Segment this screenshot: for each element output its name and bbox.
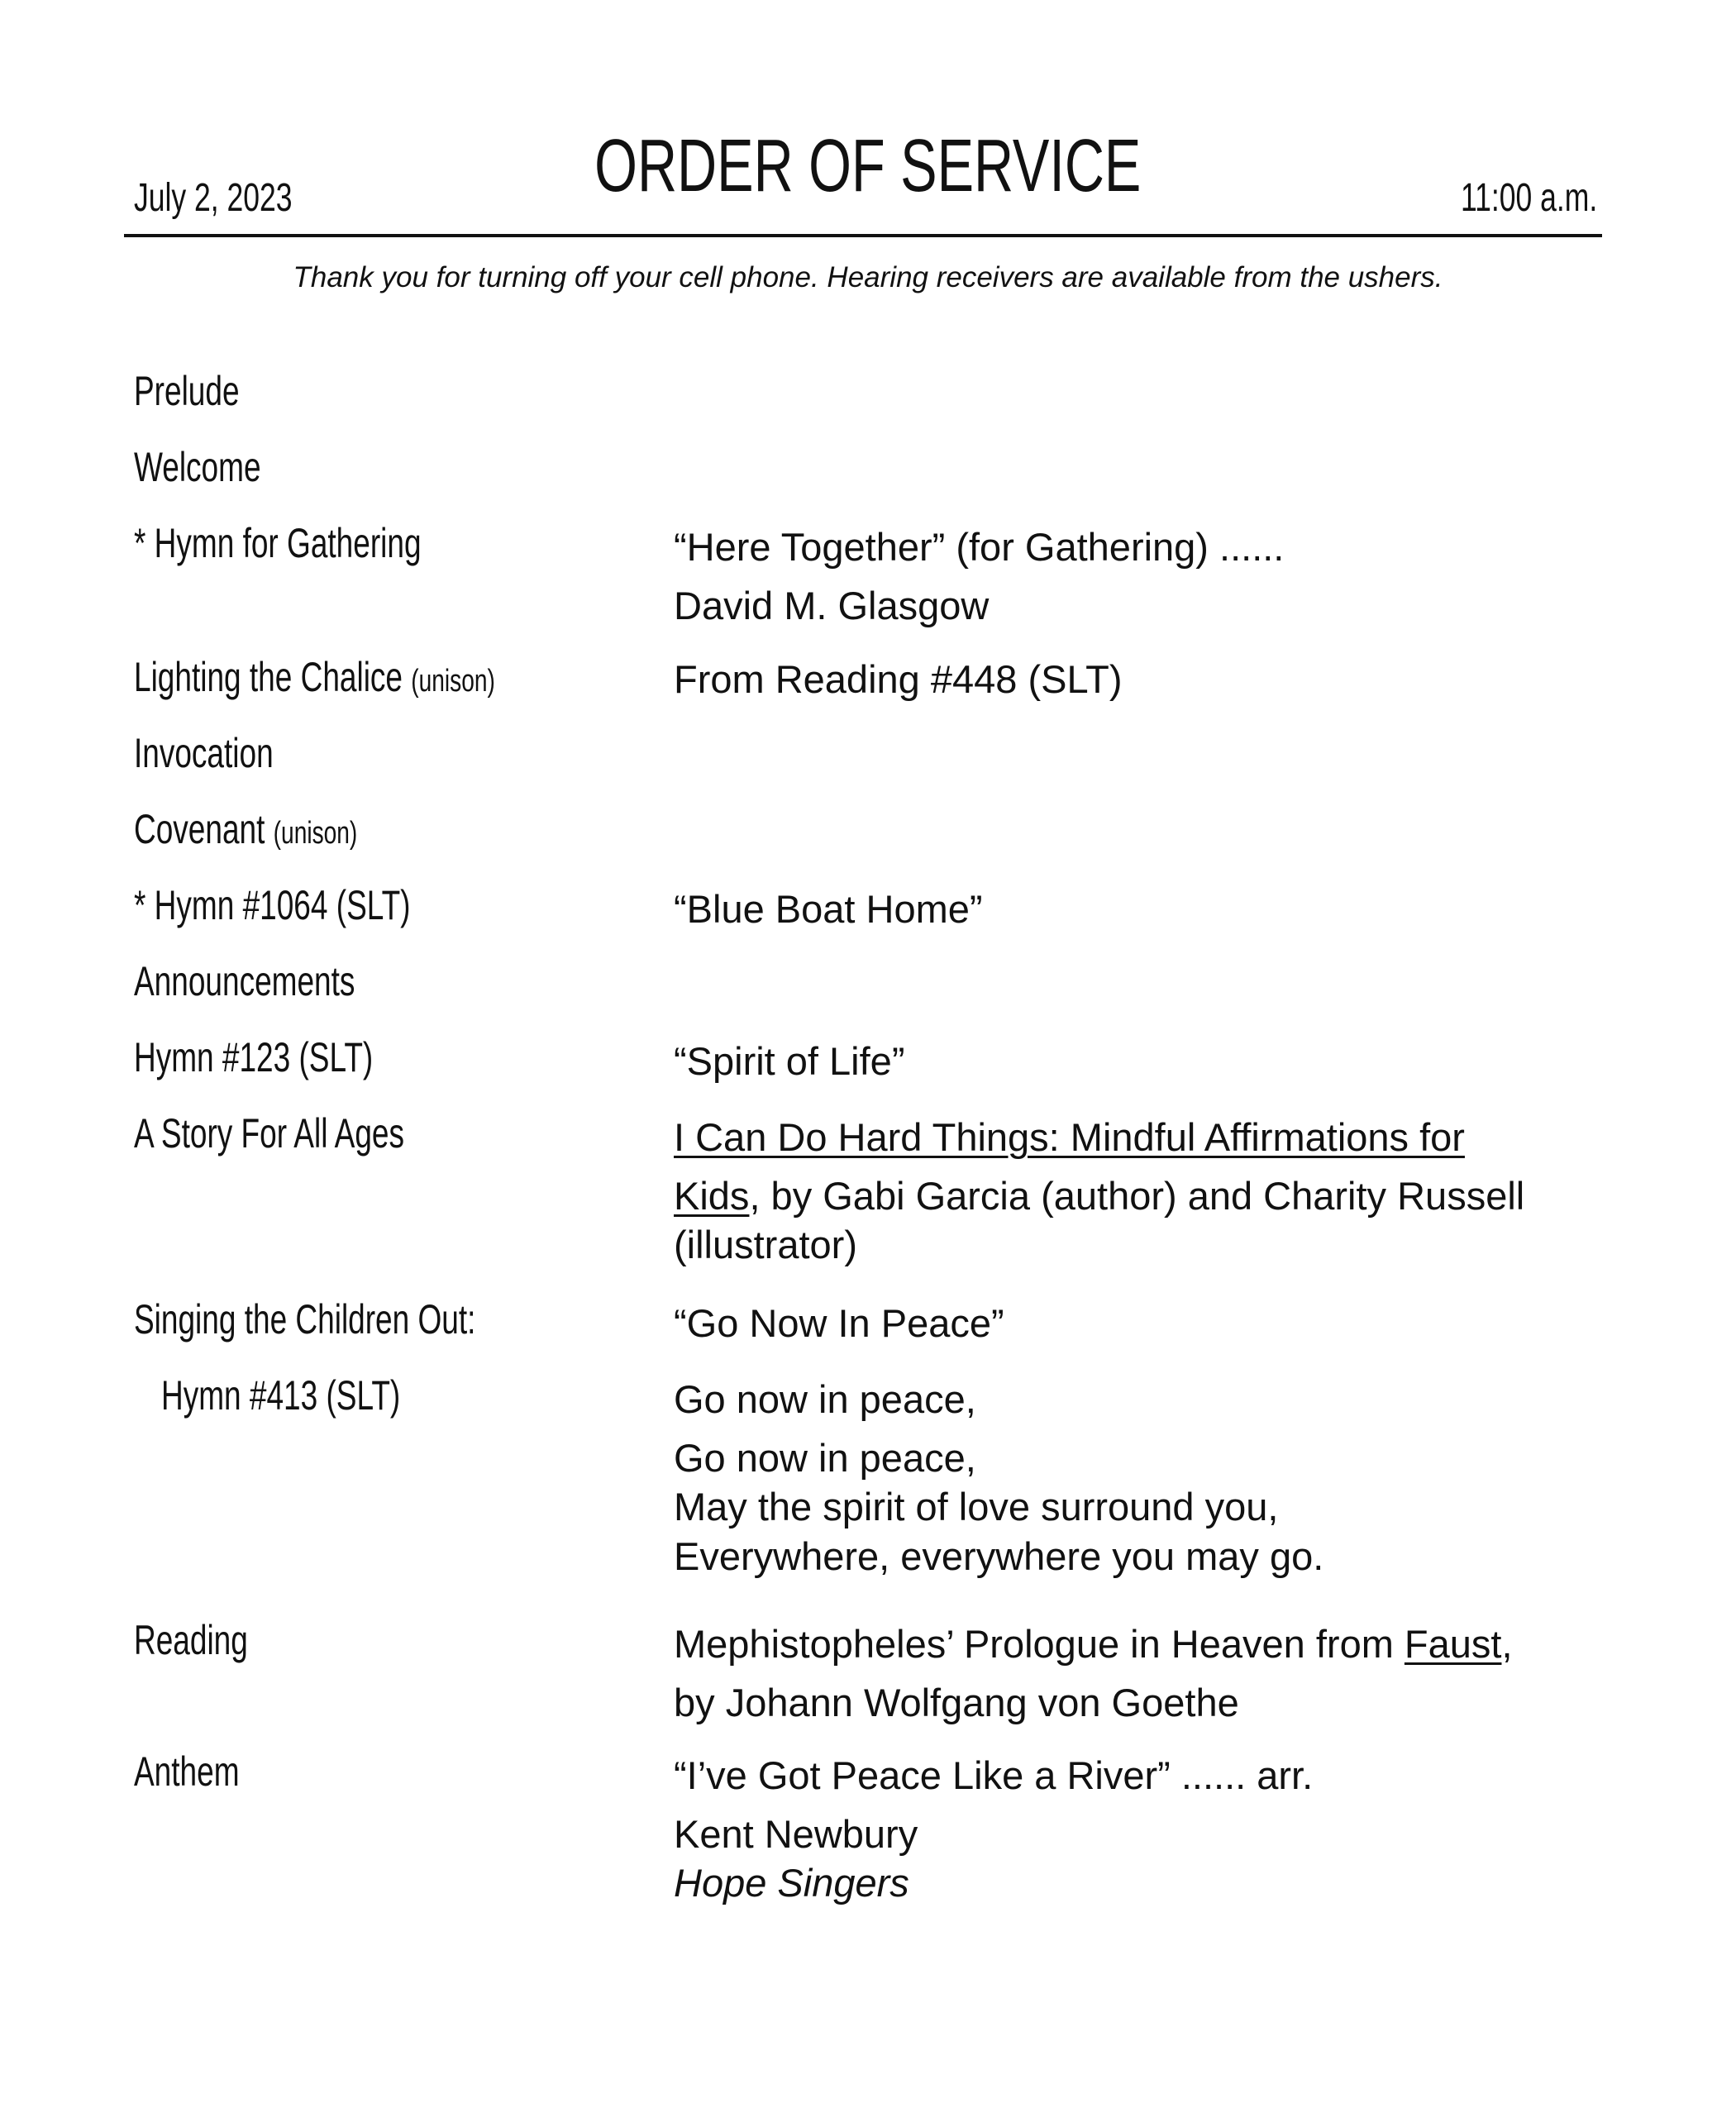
item-detail-hymn-413 xyxy=(674,1375,1608,1581)
arranger: Kent Newbury xyxy=(674,1812,918,1857)
unison-note: (unison) xyxy=(273,816,358,851)
lyric-line: Go now in peace, xyxy=(674,1436,976,1481)
book-credits: , by Gabi Garcia (author) and Charity Russell xyxy=(749,1174,1525,1219)
item-detail-hymn-gathering xyxy=(674,522,1608,630)
item-label-announcements: Announcements xyxy=(134,958,355,1004)
performers: Hope Singers xyxy=(674,1861,909,1905)
header-divider xyxy=(124,234,1602,237)
service-time: 11:00 a.m. xyxy=(1460,176,1597,220)
item-label-welcome: Welcome xyxy=(134,444,261,490)
item-detail-story xyxy=(674,1113,1608,1270)
item-label-hymn-gathering: * Hymn for Gathering xyxy=(134,520,422,566)
hymn-title: “Here Together” (for Gathering) ...... xyxy=(674,525,1285,569)
item-detail-anthem xyxy=(674,1751,1608,1908)
author-line: by Johann Wolfgang von Goethe xyxy=(674,1681,1239,1725)
page-title: ORDER OF SERVICE xyxy=(594,125,1142,207)
item-label-hymn-413: Hymn #413 (SLT) xyxy=(161,1372,401,1419)
work-title: Faust xyxy=(1404,1622,1502,1666)
item-detail-singing-out: “Go Now In Peace” xyxy=(674,1301,1004,1345)
item-detail-chalice: From Reading #448 (SLT) xyxy=(674,657,1123,701)
book-title-cont: Kids xyxy=(674,1174,750,1219)
book-credits-cont: (illustrator) xyxy=(674,1223,857,1267)
lyric-line: Go now in peace, xyxy=(674,1377,976,1421)
composer: David M. Glasgow xyxy=(674,584,990,628)
lyric-line: May the spirit of love surround you, xyxy=(674,1485,1279,1529)
item-label-covenant: Covenant (unison) xyxy=(134,806,358,852)
lyric-line: Everywhere, everywhere you may go. xyxy=(674,1533,1324,1578)
anthem-title: “I’ve Got Peace Like a River” ...... arr. xyxy=(674,1753,1314,1797)
item-label-anthem: Anthem xyxy=(134,1748,240,1795)
unison-note: (unison) xyxy=(411,664,495,699)
item-label-reading: Reading xyxy=(134,1617,248,1663)
item-detail-hymn-1064: “Blue Boat Home” xyxy=(674,887,983,931)
item-label-prelude: Prelude xyxy=(134,368,240,414)
book-title: I Can Do Hard Things: Mindful Affirmations for xyxy=(674,1115,1465,1159)
item-label-story: A Story For All Ages xyxy=(134,1110,404,1157)
item-label-hymn-1064: * Hymn #1064 (SLT) xyxy=(134,882,411,928)
item-label-chalice: Lighting the Chalice (unison) xyxy=(134,654,495,700)
service-date: July 2, 2023 xyxy=(134,176,293,220)
item-label-singing-out: Singing the Children Out: xyxy=(134,1296,476,1343)
item-detail-hymn-123: “Spirit of Life” xyxy=(674,1039,905,1083)
item-label-invocation: Invocation xyxy=(134,730,274,776)
item-label-hymn-123: Hymn #123 (SLT) xyxy=(134,1034,374,1080)
item-detail-reading: Mephistopheles’ Prologue in Heaven from Faust, by Johann Wolfgang von Goethe xyxy=(674,1619,1608,1727)
notice-text: Thank you for turning off your cell phone. Hearing receivers are available from the ushers. xyxy=(293,261,1443,293)
